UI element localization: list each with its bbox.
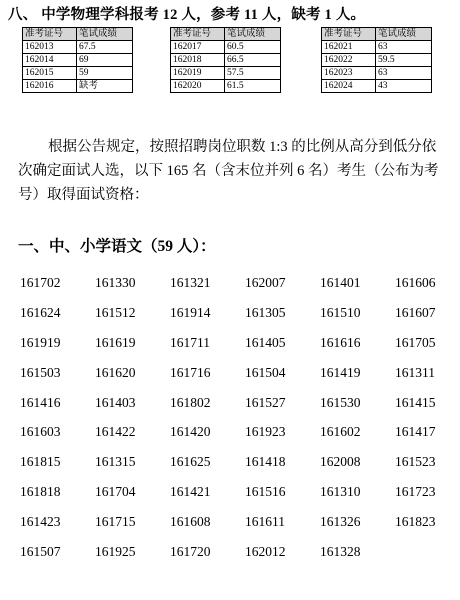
candidate-id: 161311 bbox=[395, 364, 435, 380]
candidate-id: 161401 bbox=[320, 275, 361, 290]
table-row bbox=[322, 41, 432, 54]
exam-id-cell: 162019 bbox=[171, 67, 225, 80]
header-written-score: 笔试成绩 bbox=[376, 28, 432, 41]
score-table-2 bbox=[170, 27, 281, 93]
candidate-id: 161421 bbox=[170, 484, 211, 500]
candidate-id: 161415 bbox=[395, 394, 436, 410]
candidate-id: 161715 bbox=[95, 514, 136, 530]
candidate-id: 161315 bbox=[95, 454, 136, 470]
candidate-id: 161523 bbox=[395, 454, 436, 470]
candidate-id: 161716 bbox=[170, 364, 211, 380]
announcement-paragraph bbox=[18, 135, 450, 207]
candidate-id: 161305 bbox=[245, 304, 286, 320]
candidate-id: 161504 bbox=[245, 364, 286, 380]
exam-id-cell: 162021 bbox=[322, 41, 376, 54]
exam-id-cell: 162020 bbox=[171, 80, 225, 93]
score-cell: 59.5 bbox=[376, 54, 432, 67]
candidate-id: 161530 bbox=[320, 394, 361, 410]
score-cell: 59 bbox=[77, 67, 133, 80]
table-row bbox=[23, 80, 133, 93]
candidate-id: 161328 bbox=[320, 544, 361, 560]
candidate-id: 161815 bbox=[20, 454, 61, 470]
candidate-id: 161608 bbox=[170, 514, 211, 530]
candidate-id: 161321 bbox=[170, 275, 211, 290]
candidate-id: 161422 bbox=[95, 424, 136, 440]
candidate-id: 161711 bbox=[170, 334, 210, 350]
exam-id-cell: 162013 bbox=[23, 41, 77, 54]
candidate-id: 161802 bbox=[170, 394, 211, 410]
candidate-id: 161925 bbox=[95, 544, 136, 560]
candidate-id: 161420 bbox=[170, 424, 211, 440]
candidate-id: 161607 bbox=[395, 304, 436, 320]
candidate-id: 161602 bbox=[320, 424, 361, 440]
candidate-id: 161619 bbox=[95, 334, 136, 350]
header-exam-id: 准考证号 bbox=[322, 28, 376, 41]
section-heading-physics: 八、 中学物理学科报考 12 人，参考 11 人，缺考 1 人。 bbox=[8, 7, 366, 23]
score-cell: 63 bbox=[376, 41, 432, 54]
score-cell: 61.5 bbox=[225, 80, 281, 93]
candidate-id: 161823 bbox=[395, 514, 436, 530]
candidate-id: 161330 bbox=[95, 275, 136, 290]
score-cell: 63 bbox=[376, 67, 432, 80]
candidate-id: 161616 bbox=[320, 334, 361, 350]
candidate-id: 161702 bbox=[20, 275, 61, 290]
candidate-id: 161625 bbox=[170, 454, 211, 470]
exam-id-cell: 162014 bbox=[23, 54, 77, 67]
score-table-1 bbox=[22, 27, 133, 93]
table-row bbox=[171, 67, 281, 80]
paragraph-line: 号）取得面试资格： bbox=[18, 187, 149, 203]
candidate-id: 161512 bbox=[95, 304, 136, 320]
candidate-id: 161723 bbox=[395, 484, 436, 500]
candidate-id: 161516 bbox=[245, 484, 286, 500]
candidate-id: 161310 bbox=[320, 484, 361, 500]
exam-id-cell: 162015 bbox=[23, 67, 77, 80]
candidate-id: 161403 bbox=[95, 394, 136, 410]
candidate-id: 162012 bbox=[245, 544, 286, 560]
table-row bbox=[171, 41, 281, 54]
table-row bbox=[23, 54, 133, 67]
candidate-id: 161326 bbox=[320, 514, 361, 530]
candidate-id: 161818 bbox=[20, 484, 61, 500]
exam-id-cell: 162022 bbox=[322, 54, 376, 67]
score-cell: 67.5 bbox=[77, 41, 133, 54]
candidate-id: 161705 bbox=[395, 334, 436, 350]
score-cell: 69 bbox=[77, 54, 133, 67]
exam-id-cell: 162016 bbox=[23, 80, 77, 93]
exam-id-cell: 162018 bbox=[171, 54, 225, 67]
header-exam-id: 准考证号 bbox=[23, 28, 77, 41]
score-table-3 bbox=[321, 27, 432, 93]
table-row bbox=[322, 80, 432, 93]
candidate-id: 161527 bbox=[245, 394, 286, 410]
candidate-id: 161611 bbox=[245, 514, 285, 530]
candidate-id: 161503 bbox=[20, 364, 61, 380]
paragraph-line: 次确定面试人选，以下 165 名（含末位并列 6 名）考生（公布为考 bbox=[18, 163, 439, 179]
score-cell: 60.5 bbox=[225, 41, 281, 54]
score-cell: 43 bbox=[376, 80, 432, 93]
section-title-chinese: 一、中、小学语文（59 人）： bbox=[18, 238, 216, 255]
exam-id-cell: 162023 bbox=[322, 67, 376, 80]
candidate-id: 161418 bbox=[245, 454, 286, 470]
candidate-id: 161603 bbox=[20, 424, 61, 440]
candidate-id: 161620 bbox=[95, 364, 136, 380]
score-cell: 缺考 bbox=[77, 80, 133, 93]
table-row bbox=[171, 54, 281, 67]
candidate-id: 161914 bbox=[170, 304, 211, 320]
table-row bbox=[322, 67, 432, 80]
header-written-score: 笔试成绩 bbox=[225, 28, 281, 41]
candidate-id: 162008 bbox=[320, 454, 361, 470]
candidate-id: 161419 bbox=[320, 364, 361, 380]
candidate-id: 161720 bbox=[170, 544, 211, 560]
candidate-id: 161417 bbox=[395, 424, 436, 440]
exam-id-cell: 162017 bbox=[171, 41, 225, 54]
score-cell: 57.5 bbox=[225, 67, 281, 80]
candidate-id: 161624 bbox=[20, 304, 61, 320]
header-written-score: 笔试成绩 bbox=[77, 28, 133, 41]
table-row bbox=[23, 67, 133, 80]
exam-id-cell: 162024 bbox=[322, 80, 376, 93]
candidate-id: 161919 bbox=[20, 334, 61, 350]
table-row bbox=[23, 41, 133, 54]
header-exam-id: 准考证号 bbox=[171, 28, 225, 41]
candidate-id: 162007 bbox=[245, 275, 286, 290]
candidate-id: 161510 bbox=[320, 304, 361, 320]
table-row bbox=[322, 54, 432, 67]
candidate-id: 161606 bbox=[395, 275, 436, 290]
paragraph-line: 根据公告规定，按照招聘岗位职数 1:3 的比例从高分到低分依 bbox=[48, 139, 437, 155]
candidate-id: 161416 bbox=[20, 394, 61, 410]
candidate-id: 161704 bbox=[95, 484, 136, 500]
candidate-id: 161423 bbox=[20, 514, 61, 530]
candidate-id: 161923 bbox=[245, 424, 286, 440]
score-cell: 66.5 bbox=[225, 54, 281, 67]
candidate-id-grid bbox=[20, 275, 460, 574]
candidate-id: 161405 bbox=[245, 334, 286, 350]
candidate-id: 161507 bbox=[20, 544, 61, 560]
table-row bbox=[171, 80, 281, 93]
